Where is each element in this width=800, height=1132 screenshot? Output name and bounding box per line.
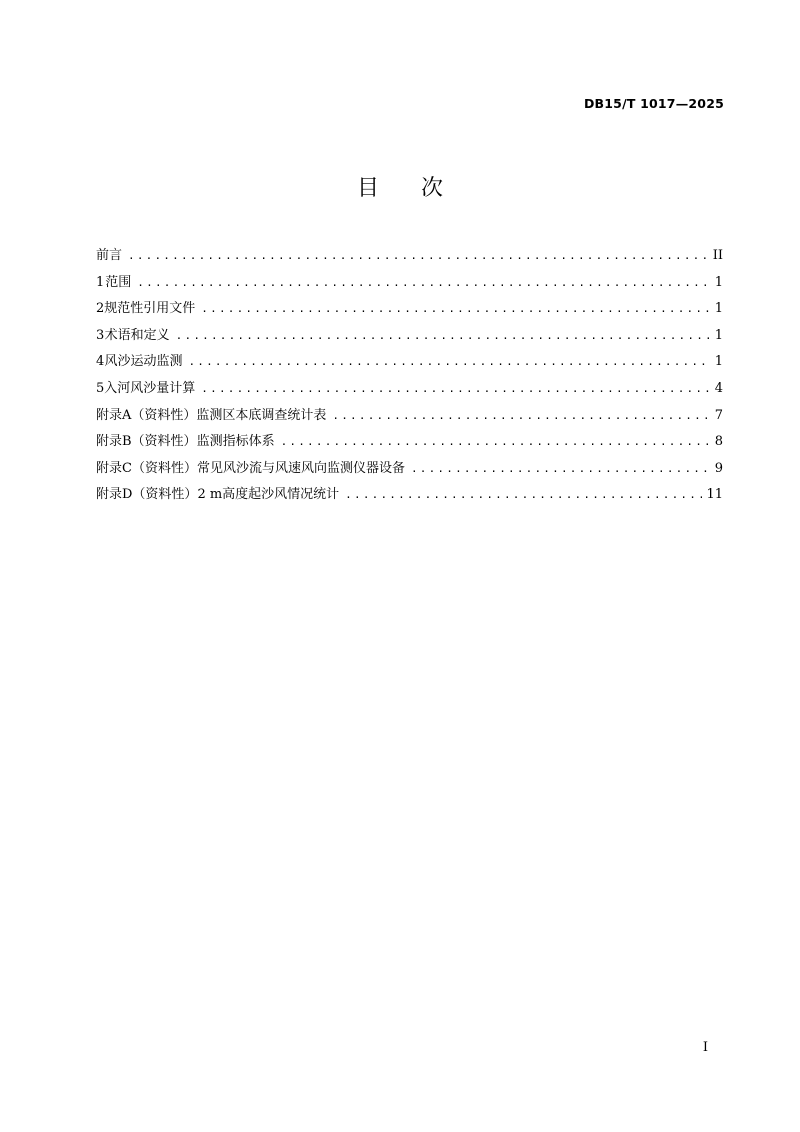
toc-page-number: II [712,248,723,263]
toc-entry-annex-c[interactable] [96,457,723,484]
toc-entry-3[interactable] [96,324,723,351]
toc-leader-dots [137,276,710,289]
toc-entry-label: 入河风沙量计算 [104,380,196,396]
document-code: DB15/T 1017—2025 [583,96,724,111]
toc-entry-label: 2 m高度起沙风情况统计 [197,487,340,503]
toc-entry-label: 风沙运动监测 [104,354,183,370]
toc-entry-4[interactable] [96,350,723,377]
toc-title-char-2: 次 [421,176,444,201]
toc-leader-dots [188,355,710,368]
toc-entry-number: 1 [96,274,105,290]
toc-leader-dots [281,435,711,448]
toc-annex-prefix: 附录B（资料性） [96,434,197,450]
toc-entry-label: 监测指标体系 [196,434,275,450]
toc-entry-2[interactable] [96,297,723,324]
page-number: I [702,1040,708,1055]
toc-leader-dots [411,462,711,475]
toc-page-number: 4 [714,380,723,396]
toc-entry-label: 术语和定义 [104,327,170,343]
toc-entry-foreword[interactable] [96,244,723,271]
toc-entry-number: 4 [96,354,105,370]
toc-title [0,171,800,202]
toc-page-number: 11 [706,487,723,503]
toc-entry-number: 2 [96,301,105,317]
toc-leader-dots [345,488,702,501]
toc-entry-number: 5 [96,380,105,396]
toc-page-number: 1 [714,301,723,317]
toc-entry-annex-a[interactable] [96,404,723,431]
toc-page-number: 1 [714,354,723,370]
toc-entry-label: 范围 [105,274,132,290]
toc-entry-5[interactable] [96,377,723,404]
toc-annex-prefix: 附录A（资料性） [96,407,197,423]
toc-leader-dots [176,329,711,342]
toc-page-number: 1 [714,274,723,290]
toc-leader-dots [332,409,710,422]
toc-entry-annex-d[interactable] [96,483,723,510]
toc-page-number: 7 [714,407,723,423]
table-of-contents [96,244,723,510]
toc-annex-prefix: 附录D（资料性） [96,487,198,503]
toc-entry-label: 前言 [96,248,123,263]
toc-page-number: 1 [714,327,723,343]
toc-entry-label: 监测区本底调查统计表 [196,407,327,423]
toc-entry-label: 规范性引用文件 [104,301,196,317]
toc-entry-annex-b[interactable] [96,430,723,457]
toc-entry-number: 3 [96,327,105,343]
toc-leader-dots [201,382,710,395]
toc-title-char-1: 目 [356,176,379,201]
toc-annex-prefix: 附录C（资料性） [96,460,197,476]
toc-entry-1[interactable] [96,271,723,298]
toc-page-number: 9 [714,460,723,476]
toc-entry-label: 常见风沙流与风速风向监测仪器设备 [196,460,405,476]
toc-page-number: 8 [714,434,723,450]
toc-leader-dots [201,302,710,315]
toc-leader-dots [128,249,709,262]
